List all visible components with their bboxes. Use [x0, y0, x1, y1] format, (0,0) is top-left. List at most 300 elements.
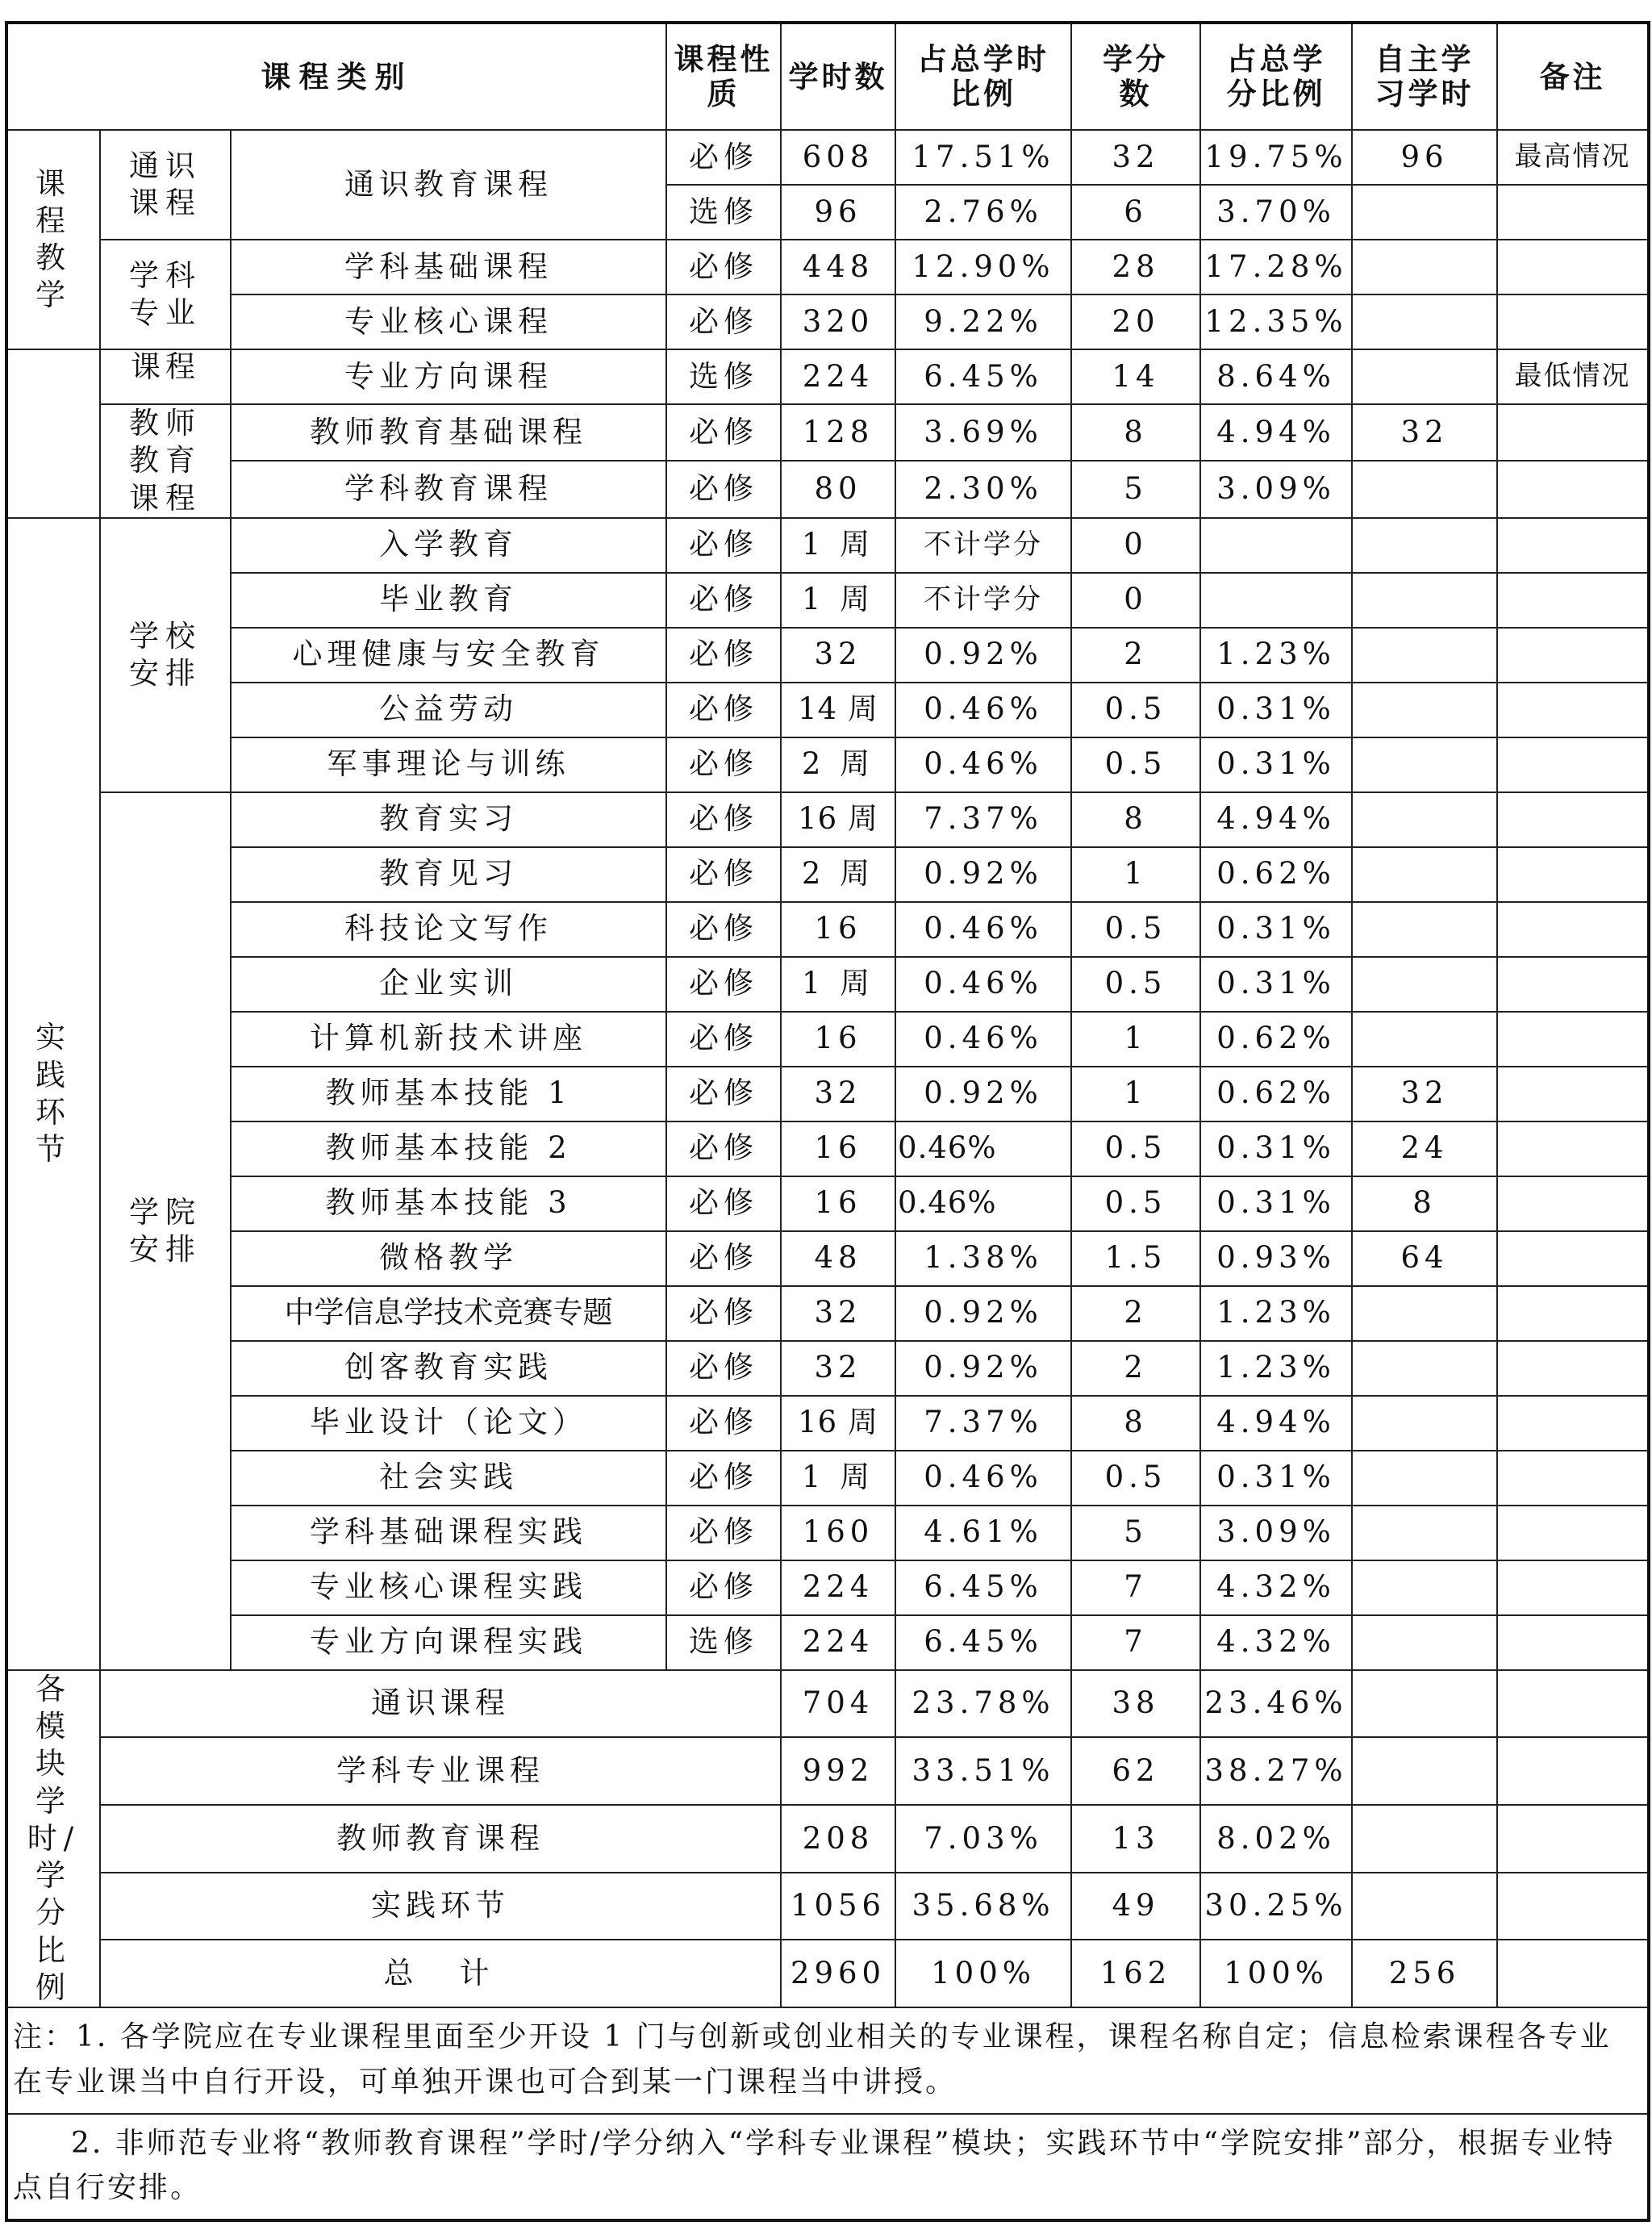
summary-hours-ratio: 7.03%: [895, 1805, 1071, 1873]
course-remark: [1497, 185, 1649, 240]
total-row: [6, 1940, 1649, 2007]
course-hours: 1 周: [781, 1451, 895, 1506]
course-nature: 必修: [666, 1341, 781, 1396]
table-row: [6, 404, 1649, 461]
course-name: 学科教育课程: [231, 461, 666, 517]
course-nature: 必修: [666, 294, 781, 349]
course-hours-ratio: 12.90%: [895, 240, 1071, 294]
course-hours-ratio: 0.92%: [895, 847, 1071, 902]
course-hours-ratio: 0.92%: [895, 1067, 1071, 1121]
course-nature: 必修: [666, 957, 781, 1012]
summary-self-hours: [1352, 1805, 1497, 1873]
course-credits: 2: [1071, 1341, 1200, 1396]
course-hours: 14 周: [781, 683, 895, 737]
course-nature: 必修: [666, 1012, 781, 1067]
course-credits: 7: [1071, 1560, 1200, 1615]
header-credits: 学分数: [1071, 23, 1200, 130]
course-remark: [1497, 1451, 1649, 1506]
course-credits: 1.5: [1071, 1231, 1200, 1286]
course-nature: 必修: [666, 461, 781, 517]
course-nature: 选修: [666, 185, 781, 240]
course-self-hours: 32: [1352, 404, 1497, 461]
course-self-hours: [1352, 461, 1497, 517]
summary-credits-ratio: 8.02%: [1200, 1805, 1352, 1873]
course-self-hours: [1352, 1560, 1497, 1615]
course-credits-ratio: 3.70%: [1200, 185, 1352, 240]
course-name: 教育实习: [231, 792, 666, 847]
course-self-hours: [1352, 1286, 1497, 1341]
course-credits-ratio: 0.31%: [1200, 1121, 1352, 1176]
course-credits: 2: [1071, 1286, 1200, 1341]
course-credits: 0.5: [1071, 1176, 1200, 1231]
course-credits-ratio: 1.23%: [1200, 1286, 1352, 1341]
summary-remark: [1497, 1670, 1649, 1738]
course-hours-ratio: 2.76%: [895, 185, 1071, 240]
course-hours-ratio: 9.22%: [895, 294, 1071, 349]
course-credits-ratio: 4.94%: [1200, 792, 1352, 847]
course-remark: [1497, 792, 1649, 847]
course-remark: [1497, 461, 1649, 517]
note-1: 注：1. 各学院应在专业课程里面至少开设 1 门与创新或创业相关的专业课程，课程名称自定；信息检索课程各专业在专业课当中自行开设，可单独开课也可合到某一门课程当中讲授。: [13, 2020, 1612, 2099]
course-credits: 14: [1071, 349, 1200, 404]
course-remark: [1497, 240, 1649, 294]
table-row: [6, 1560, 1649, 1615]
summary-hours: 208: [781, 1805, 895, 1873]
course-nature: 必修: [666, 1286, 781, 1341]
course-name: 心理健康与安全教育: [231, 628, 666, 683]
course-remark: [1497, 1341, 1649, 1396]
course-remark: 最低情况: [1497, 349, 1649, 404]
table-row: [6, 461, 1649, 517]
course-hours-ratio: 6.45%: [895, 349, 1071, 404]
header-self-hours: 自主学习学时: [1352, 23, 1497, 130]
group-general-course: 通识课程: [100, 130, 231, 240]
total-credits-ratio: 100%: [1200, 1940, 1352, 2007]
course-self-hours: 32: [1352, 1067, 1497, 1121]
course-credits-ratio: 0.31%: [1200, 957, 1352, 1012]
course-hours-ratio: 3.69%: [895, 404, 1071, 461]
course-self-hours: [1352, 185, 1497, 240]
course-name: 教育见习: [231, 847, 666, 902]
curriculum-table: [5, 21, 1650, 2222]
course-nature: 必修: [666, 683, 781, 737]
course-hours: 224: [781, 349, 895, 404]
summary-credits: 38: [1071, 1670, 1200, 1738]
notes: [6, 2114, 1649, 2221]
total-hours-ratio: 100%: [895, 1940, 1071, 2007]
course-name: 通识教育课程: [231, 130, 666, 240]
summary-credits: 62: [1071, 1737, 1200, 1805]
summary-remark: [1497, 1873, 1649, 1940]
course-credits: 20: [1071, 294, 1200, 349]
course-credits: 5: [1071, 1506, 1200, 1560]
header-remark: 备注: [1497, 23, 1649, 130]
course-self-hours: [1352, 240, 1497, 294]
summary-self-hours: [1352, 1873, 1497, 1940]
course-hours-ratio: 0.46%: [895, 1012, 1071, 1067]
total-self-hours: 256: [1352, 1940, 1497, 2007]
course-self-hours: [1352, 518, 1497, 573]
course-self-hours: [1352, 737, 1497, 792]
course-hours: 1 周: [781, 518, 895, 573]
course-nature: 必修: [666, 130, 781, 185]
course-credits-ratio: 4.94%: [1200, 404, 1352, 461]
course-self-hours: [1352, 957, 1497, 1012]
course-name: 学科基础课程: [231, 240, 666, 294]
course-hours-ratio: 不计学分: [895, 518, 1071, 573]
table-row: [6, 902, 1649, 957]
table-row: [6, 1615, 1649, 1670]
course-credits: 8: [1071, 1396, 1200, 1451]
group-module-ratio: 各模块学时/学分比例: [6, 1670, 100, 2007]
course-hours: 128: [781, 404, 895, 461]
course-credits: 28: [1071, 240, 1200, 294]
credit-distribution-sheet: [5, 21, 1647, 2222]
table-row: [6, 683, 1649, 737]
course-self-hours: [1352, 683, 1497, 737]
course-credits: 0.5: [1071, 1451, 1200, 1506]
course-hours: 448: [781, 240, 895, 294]
note-2: 2. 非师范专业将“教师教育课程”学时/学分纳入“学科专业课程”模块；实践环节中“学院安排”部分，根据专业特点自行安排。: [13, 2126, 1616, 2205]
course-hours-ratio: 0.46%: [895, 1176, 1071, 1231]
course-hours: 608: [781, 130, 895, 185]
table-row: [6, 573, 1649, 628]
course-name: 毕业设计（论文）: [231, 1396, 666, 1451]
course-name: 教师基本技能 1: [231, 1067, 666, 1121]
course-name: 公益劳动: [231, 683, 666, 737]
course-name: 科技论文写作: [231, 902, 666, 957]
group-practice: 实践环节: [6, 518, 100, 1670]
course-hours: 16: [781, 1012, 895, 1067]
course-credits-ratio: 4.32%: [1200, 1615, 1352, 1670]
table-row: [6, 792, 1649, 847]
course-nature: 必修: [666, 792, 781, 847]
course-remark: [1497, 1067, 1649, 1121]
course-hours: 48: [781, 1231, 895, 1286]
course-remark: [1497, 957, 1649, 1012]
summary-row: [6, 1805, 1649, 1873]
total-remark: [1497, 1940, 1649, 2007]
course-remark: [1497, 1615, 1649, 1670]
course-credits: 8: [1071, 404, 1200, 461]
table-row: [6, 1506, 1649, 1560]
course-credits-ratio: 1.23%: [1200, 628, 1352, 683]
course-remark: [1497, 1286, 1649, 1341]
table-row: [6, 349, 1649, 404]
course-nature: 必修: [666, 628, 781, 683]
course-hours: 16: [781, 1121, 895, 1176]
course-credits: 1: [1071, 1067, 1200, 1121]
course-hours: 32: [781, 1067, 895, 1121]
course-name: 创客教育实践: [231, 1341, 666, 1396]
course-credits-ratio: 3.09%: [1200, 461, 1352, 517]
group-course: 课程: [100, 349, 231, 404]
course-nature: 选修: [666, 349, 781, 404]
course-credits: 0.5: [1071, 683, 1200, 737]
group-college-arranged: 学院安排: [100, 792, 231, 1670]
course-credits: 0: [1071, 518, 1200, 573]
table-row: [6, 628, 1649, 683]
course-name: 军事理论与训练: [231, 737, 666, 792]
course-self-hours: [1352, 847, 1497, 902]
course-credits-ratio: 4.32%: [1200, 1560, 1352, 1615]
course-nature: 必修: [666, 847, 781, 902]
course-hours: 16: [781, 1176, 895, 1231]
summary-credits-ratio: 30.25%: [1200, 1873, 1352, 1940]
course-credits: 5: [1071, 461, 1200, 517]
summary-hours: 992: [781, 1737, 895, 1805]
table-row: [6, 130, 1649, 185]
course-remark: [1497, 573, 1649, 628]
course-credits-ratio: 12.35%: [1200, 294, 1352, 349]
course-credits-ratio: 0.31%: [1200, 1451, 1352, 1506]
course-self-hours: [1352, 1451, 1497, 1506]
summary-name: 实践环节: [100, 1873, 781, 1940]
course-nature: 必修: [666, 518, 781, 573]
course-credits: 32: [1071, 130, 1200, 185]
notes: [6, 2007, 1649, 2114]
course-nature: 必修: [666, 1506, 781, 1560]
course-hours: 32: [781, 1341, 895, 1396]
course-nature: 必修: [666, 1176, 781, 1231]
group-teacher-education: 教师教育课程: [100, 404, 231, 518]
course-hours-ratio: 6.45%: [895, 1615, 1071, 1670]
summary-hours-ratio: 33.51%: [895, 1737, 1071, 1805]
table-row: [6, 737, 1649, 792]
course-hours: 2 周: [781, 737, 895, 792]
course-credits: 0.5: [1071, 902, 1200, 957]
table-row: [6, 1286, 1649, 1341]
course-remark: [1497, 404, 1649, 461]
course-credits-ratio: 8.64%: [1200, 349, 1352, 404]
course-hours-ratio: 2.30%: [895, 461, 1071, 517]
course-hours-ratio: 0.46%: [895, 902, 1071, 957]
summary-hours-ratio: 35.68%: [895, 1873, 1071, 1940]
course-nature: 必修: [666, 573, 781, 628]
course-nature: 必修: [666, 1067, 781, 1121]
table-row: [6, 1451, 1649, 1506]
course-credits: 0.5: [1071, 1121, 1200, 1176]
course-name: 社会实践: [231, 1451, 666, 1506]
course-credits-ratio: [1200, 518, 1352, 573]
course-credits-ratio: 0.31%: [1200, 683, 1352, 737]
course-nature: 必修: [666, 1560, 781, 1615]
header-row: [6, 23, 1649, 130]
course-name: 专业核心课程: [231, 294, 666, 349]
course-hours-ratio: 1.38%: [895, 1231, 1071, 1286]
course-remark: [1497, 1012, 1649, 1067]
header-hours-ratio: 占总学时比例: [895, 23, 1071, 130]
course-credits: 0: [1071, 573, 1200, 628]
course-credits: 8: [1071, 792, 1200, 847]
course-self-hours: [1352, 1341, 1497, 1396]
course-name: 教师教育基础课程: [231, 404, 666, 461]
notes-row: [6, 2114, 1649, 2221]
course-hours: 16 周: [781, 1396, 895, 1451]
course-self-hours: [1352, 792, 1497, 847]
course-nature: 选修: [666, 1615, 781, 1670]
course-name: 企业实训: [231, 957, 666, 1012]
course-nature: 必修: [666, 737, 781, 792]
course-name: 毕业教育: [231, 573, 666, 628]
course-credits: 6: [1071, 185, 1200, 240]
course-self-hours: [1352, 628, 1497, 683]
group-school-arranged: 学校安排: [100, 518, 231, 792]
course-credits-ratio: 3.09%: [1200, 1506, 1352, 1560]
course-hours-ratio: 0.92%: [895, 1286, 1071, 1341]
header-hours: 学时数: [781, 23, 895, 130]
summary-credits: 13: [1071, 1805, 1200, 1873]
course-name: 专业方向课程实践: [231, 1615, 666, 1670]
summary-row: [6, 1737, 1649, 1805]
group-discipline-major: 学科专业: [100, 240, 231, 349]
course-hours: 224: [781, 1615, 895, 1670]
course-remark: [1497, 1231, 1649, 1286]
course-self-hours: 24: [1352, 1121, 1497, 1176]
course-remark: [1497, 902, 1649, 957]
summary-self-hours: [1352, 1670, 1497, 1738]
summary-name: 通识课程: [100, 1670, 781, 1738]
course-credits-ratio: 0.31%: [1200, 902, 1352, 957]
course-self-hours: [1352, 294, 1497, 349]
course-credits: 7: [1071, 1615, 1200, 1670]
summary-hours: 704: [781, 1670, 895, 1738]
table-row: [6, 1231, 1649, 1286]
course-remark: [1497, 1121, 1649, 1176]
summary-row: [6, 1670, 1649, 1738]
course-self-hours: [1352, 902, 1497, 957]
course-nature: 必修: [666, 1121, 781, 1176]
summary-row: [6, 1873, 1649, 1940]
summary-remark: [1497, 1805, 1649, 1873]
table-row: [6, 847, 1649, 902]
table-row: [6, 1341, 1649, 1396]
course-self-hours: [1352, 349, 1497, 404]
course-nature: 必修: [666, 404, 781, 461]
course-self-hours: 8: [1352, 1176, 1497, 1231]
course-name: 专业方向课程: [231, 349, 666, 404]
summary-credits: 49: [1071, 1873, 1200, 1940]
summary-self-hours: [1352, 1737, 1497, 1805]
course-self-hours: [1352, 1506, 1497, 1560]
course-remark: [1497, 847, 1649, 902]
header-category: 课程类别: [6, 23, 666, 130]
table-row: [6, 1012, 1649, 1067]
course-credits-ratio: 0.31%: [1200, 1176, 1352, 1231]
table-row: [6, 294, 1649, 349]
course-remark: [1497, 737, 1649, 792]
course-credits-ratio: 17.28%: [1200, 240, 1352, 294]
summary-hours-ratio: 23.78%: [895, 1670, 1071, 1738]
course-hours: 2 周: [781, 847, 895, 902]
course-name: 专业核心课程实践: [231, 1560, 666, 1615]
course-hours: 32: [781, 1286, 895, 1341]
course-name: 中学信息学技术竞赛专题: [231, 1286, 666, 1341]
group-course-teaching: 课程教学: [6, 130, 100, 349]
course-hours-ratio: 0.46%: [895, 737, 1071, 792]
course-hours: 320: [781, 294, 895, 349]
course-credits-ratio: [1200, 573, 1352, 628]
course-hours-ratio: 7.37%: [895, 1396, 1071, 1451]
course-credits-ratio: 1.23%: [1200, 1341, 1352, 1396]
course-self-hours: [1352, 1012, 1497, 1067]
course-hours: 80: [781, 461, 895, 517]
course-hours-ratio: 不计学分: [895, 573, 1071, 628]
summary-remark: [1497, 1737, 1649, 1805]
course-remark: [1497, 628, 1649, 683]
course-credits-ratio: 0.62%: [1200, 1067, 1352, 1121]
course-name: 教师基本技能 2: [231, 1121, 666, 1176]
course-hours-ratio: 0.46%: [895, 683, 1071, 737]
course-hours-ratio: 0.46%: [895, 1121, 1071, 1176]
course-remark: [1497, 1560, 1649, 1615]
table-row: [6, 518, 1649, 573]
course-nature: 必修: [666, 1231, 781, 1286]
course-hours-ratio: 0.46%: [895, 957, 1071, 1012]
summary-name: 教师教育课程: [100, 1805, 781, 1873]
course-hours-ratio: 7.37%: [895, 792, 1071, 847]
table-row: [6, 1067, 1649, 1121]
course-credits-ratio: 4.94%: [1200, 1396, 1352, 1451]
course-name: 入学教育: [231, 518, 666, 573]
header-nature: 课程性质: [666, 23, 781, 130]
group-blank: [6, 349, 100, 518]
course-credits-ratio: 0.62%: [1200, 847, 1352, 902]
table-row: [6, 240, 1649, 294]
course-self-hours: [1352, 1615, 1497, 1670]
course-hours-ratio: 6.45%: [895, 1560, 1071, 1615]
total-label: 总 计: [100, 1940, 781, 2007]
course-remark: [1497, 294, 1649, 349]
course-hours: 16: [781, 902, 895, 957]
notes-row: [6, 2007, 1649, 2114]
course-hours-ratio: 4.61%: [895, 1506, 1071, 1560]
course-nature: 必修: [666, 1451, 781, 1506]
course-remark: 最高情况: [1497, 130, 1649, 185]
course-name: 微格教学: [231, 1231, 666, 1286]
table-row: [6, 1121, 1649, 1176]
course-name: 教师基本技能 3: [231, 1176, 666, 1231]
course-credits-ratio: 19.75%: [1200, 130, 1352, 185]
course-credits-ratio: 0.62%: [1200, 1012, 1352, 1067]
header-credits-ratio: 占总学分比例: [1200, 23, 1352, 130]
course-remark: [1497, 1396, 1649, 1451]
summary-hours: 1056: [781, 1873, 895, 1940]
course-credits-ratio: 0.31%: [1200, 737, 1352, 792]
course-nature: 必修: [666, 1396, 781, 1451]
course-credits-ratio: 0.93%: [1200, 1231, 1352, 1286]
course-remark: [1497, 1506, 1649, 1560]
table-row: [6, 1176, 1649, 1231]
total-credits: 162: [1071, 1940, 1200, 2007]
course-credits: 0.5: [1071, 957, 1200, 1012]
total-hours: 2960: [781, 1940, 895, 2007]
course-hours: 1 周: [781, 573, 895, 628]
course-hours: 1 周: [781, 957, 895, 1012]
course-credits: 2: [1071, 628, 1200, 683]
course-remark: [1497, 1176, 1649, 1231]
course-self-hours: 64: [1352, 1231, 1497, 1286]
course-nature: 必修: [666, 902, 781, 957]
course-hours: 96: [781, 185, 895, 240]
course-self-hours: [1352, 573, 1497, 628]
course-name: 计算机新技术讲座: [231, 1012, 666, 1067]
course-hours-ratio: 17.51%: [895, 130, 1071, 185]
course-hours: 16 周: [781, 792, 895, 847]
course-nature: 必修: [666, 240, 781, 294]
course-remark: [1497, 518, 1649, 573]
course-hours-ratio: 0.46%: [895, 1451, 1071, 1506]
